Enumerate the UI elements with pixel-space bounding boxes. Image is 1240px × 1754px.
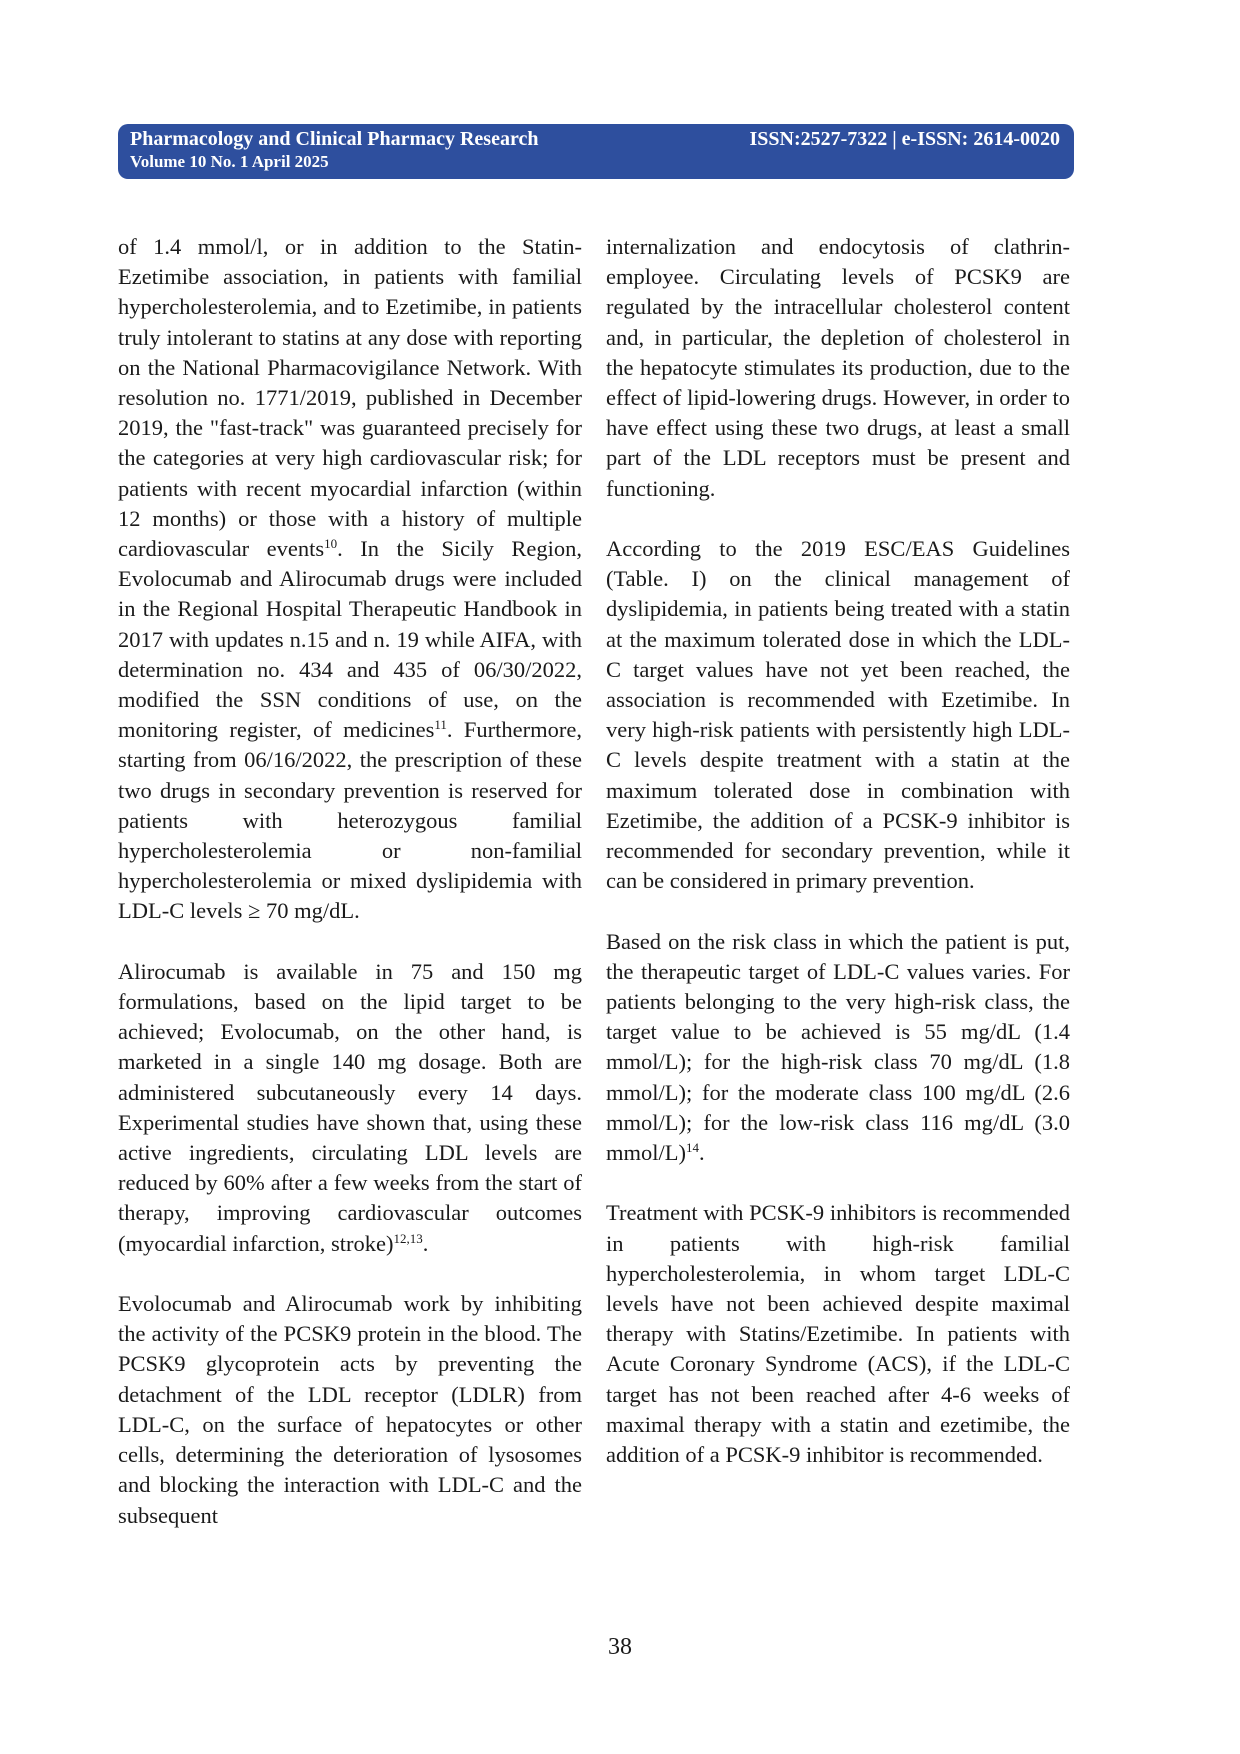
paragraph: Treatment with PCSK-9 inhibitors is recommended in patients with high-risk familial hypercholesterolemia, in whom target LDL-C levels have not been achieved despite maximal therapy with Statins/Ezetimibe. In patients with Acute Coronary Syndrome (ACS), if the LDL-C target has not been reached after 4-6 weeks of maximal therapy with a statin and ezetimibe, the addition of a PCSK-9 inhibitor is recommended. [606,1200,1070,1468]
reference-superscript: 12,13 [393,1230,423,1246]
left-column [118,232,582,1531]
reference-superscript: 11 [434,717,447,733]
paragraph-text: of 1.4 mmol/l, or in addition to the Statin-Ezetimibe association, in patients with familial hypercholesterolemia, and to Ezetimibe, in patients truly intolerant to statins at any dose with reporting on the National Pharmacovigilance Network. With resolution no. 1771/2019, published in December 2019, the "fast-track" was guaranteed precisely for the categories at very high cardiovascular risk; for patients with recent myocardial infarction (within 12 months) or those with a history of multiple cardiovascular events [118,234,582,562]
page-number: 38 [608,1634,632,1660]
reference-superscript: 10 [324,536,338,552]
paragraph: According to the 2019 ESC/EAS Guidelines (Table. I) on the clinical management of dyslipidemia, in patients being treated with a statin at the maximum tolerated dose in which the LDL-C target values have not yet been reached, the association is recommended with Ezetimibe. In very high-risk patients with persistently high LDL-C levels despite treatment with a statin at the maximum tolerated dose in combination with Ezetimibe, the addition of a PCSK-9 inhibitor is recommended for secondary prevention, while it can be considered in primary prevention. [606,536,1070,894]
paragraph-text: Based on the risk class in which the patient is put, the therapeutic target of LDL-C values varies. For patients belonging to the very high-risk class, the target value to be achieved is 55 mg/dL (1.4 mmol/L); for the high-risk class 70 mg/dL (1.8 mmol/L); for the moderate class 100 mg/dL (2.6 mmol/L); for the low-risk class 116 mg/dL (3.0 mmol/L) [606,928,1070,1166]
journal-title: Pharmacology and Clinical Pharmacy Research [130,128,539,150]
paragraph [118,957,582,1259]
paragraph [606,927,1070,1169]
right-column [606,232,1070,1470]
paragraph-text: . [699,1140,705,1166]
paragraph: internalization and endocytosis of clathrin-employee. Circulating levels of PCSK9 are regulated by the intracellular cholesterol content and, in particular, the depletion of cholesterol in the hepatocyte stimulates its production, due to the effect of lipid-lowering drugs. However, in order to have effect using these two drugs, at least a small part of the LDL receptors must be present and functioning. [606,234,1070,501]
paragraph-text: . [422,1230,429,1256]
paragraph [118,232,582,927]
paragraph: Evolocumab and Alirocumab work by inhibiting the activity of the PCSK9 protein in the blood. The PCSK9 glycoprotein acts by preventing the detachment of the LDL receptor (LDLR) from LDL-C, on the surface of hepatocytes or other cells, determining the deterioration of lysosomes and blocking the interaction with LDL-C and the subsequent [118,1291,582,1528]
journal-header-banner [118,124,1074,179]
journal-volume: Volume 10 No. 1 April 2025 [130,152,329,171]
paragraph-text: Alirocumab is available in 75 and 150 mg formulations, based on the lipid target to be achieved; Evolocumab, on the other hand, is marketed in a single 140 mg dosage. Both are administered subcutaneously every 14 days. Experimental studies have shown that, using these active ingredients, circulating LDL levels are reduced by 60% after a few weeks from the start of therapy, improving cardiovascular outcomes (myocardial infarction, stroke) [118,958,582,1256]
reference-superscript: 14 [686,1140,699,1156]
journal-issn: ISSN:2527-7322 | e-ISSN: 2614-0020 [749,128,1060,150]
paragraph-text: . In the Sicily Region, Evolocumab and Alirocumab drugs were included in the Regional Hospital Therapeutic Handbook in 2017 with updates n.15 and n. 19 while AIFA, with determination no. 434 and 435 of 06/30/2022, modified the SSN conditions of use, on the monitoring register, of medicines [118,536,582,743]
paragraph-text: . Furthermore, starting from 06/16/2022, the prescription of these two drugs in secondary prevention is reserved for patients with heterozygous familial hypercholesterolemia or non-familial hypercholesterolemia or mixed dyslipidemia with LDL-C levels ≥ 70 mg/dL. [118,717,583,924]
